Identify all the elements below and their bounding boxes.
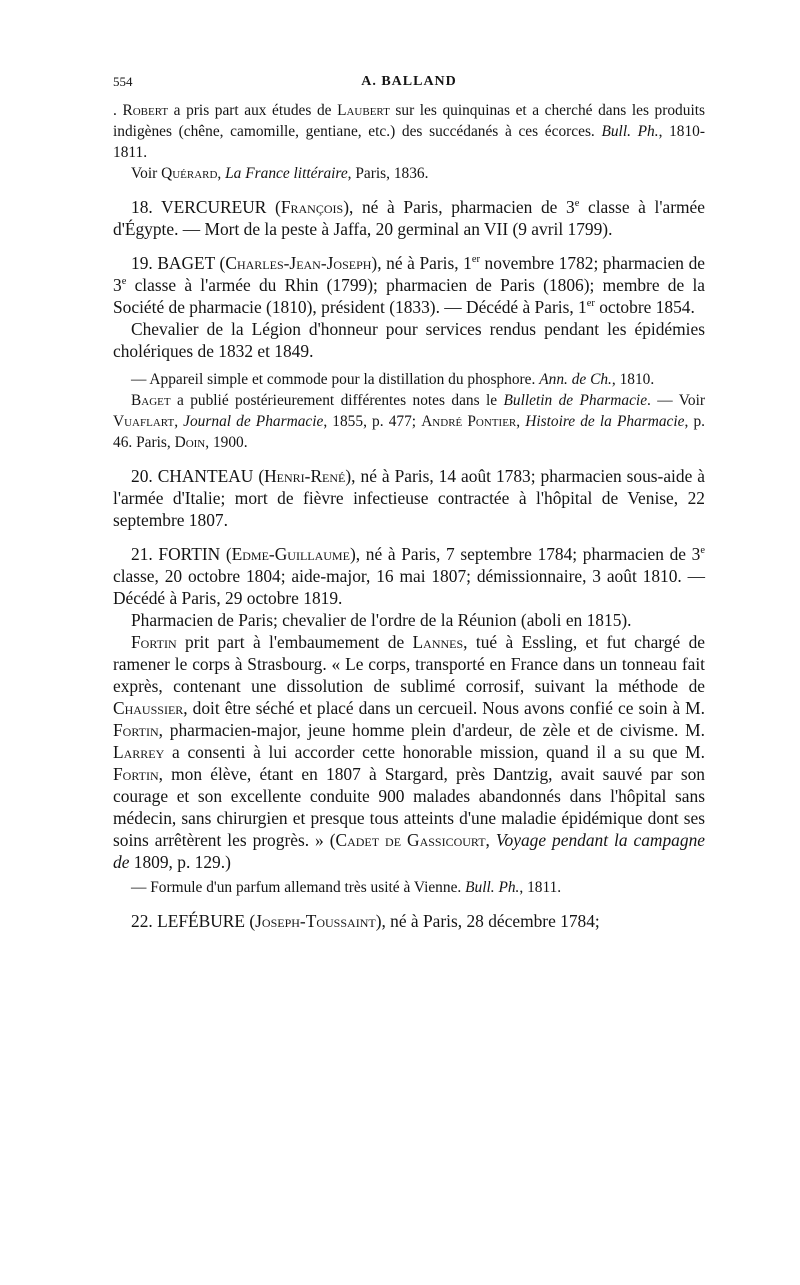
- entry-robert-voir: Voir Quérard, La France littéraire, Paris, 1836.: [131, 165, 429, 182]
- entry-22: 22. LEFÉBURE (Joseph-Toussaint), né à Paris, 28 décembre 1784;: [131, 911, 600, 931]
- entry-20: 20. CHANTEAU (Henri-René), né à Paris, 14 août 1783; pharmacien sous-aide à l'armée d'Italie; mort de fièvre infectieuse contractée à l'hôpital de Venise, 22 septembre 1807.: [113, 466, 705, 530]
- entry-19-note-2: Baget a publié postérieurement différentes notes dans le Bulletin de Pharmacie. — Voir Vuaflart, Journal de Pharmacie, 1855, p. 477; André Pontier, Histoire de la Pharmacie, p. 46. Paris, Doin, 1900.: [113, 392, 705, 451]
- entry-18: 18. VERCUREUR (François), né à Paris, pharmacien de 3e classe à l'armée d'Égypte. — Mort de la peste à Jaffa, 20 germinal an VII (9 avril 1799).: [113, 197, 705, 239]
- entry-19: 19. BAGET (Charles-Jean-Joseph), né à Paris, 1er novembre 1782; pharmacien de 3e classe à l'armée du Rhin (1799); pharmacien de Paris (1806); membre de la Société de pharmacie (1810), président (1833). — Décédé à Paris, 1er octobre 1854.: [113, 253, 705, 317]
- page-number: 554: [113, 74, 133, 89]
- entry-21: 21. FORTIN (Edme-Guillaume), né à Paris, 7 septembre 1784; pharmacien de 3e classe, 20 octobre 1804; aide-major, 16 mai 1807; démissionnaire, 3 août 1810. — Décédé à Paris, 29 octobre 1819.: [113, 544, 706, 608]
- entry-19-honor: Chevalier de la Légion d'honneur pour services rendus pendant les épidémies cholériques de 1832 et 1849.: [113, 319, 705, 361]
- document-page: [113, 74, 705, 932]
- entry-21-honor: Pharmacien de Paris; chevalier de l'ordre de la Réunion (aboli en 1815).: [131, 610, 632, 630]
- entry-robert-text: . Robert a pris part aux études de Laubert sur les quinquinas et a cherché dans les produits indigènes (chêne, camomille, gentiane, etc.) des succédanés à ces écorces. Bull. Ph., 1810-1811.: [113, 102, 706, 161]
- entry-19-note-1: — Appareil simple et commode pour la distillation du phosphore. Ann. de Ch., 1810.: [131, 371, 655, 388]
- page-header: [113, 74, 705, 100]
- running-title: A. BALLAND: [361, 74, 457, 89]
- entry-21-note: — Formule d'un parfum allemand très usité à Vienne. Bull. Ph., 1811.: [131, 879, 562, 896]
- entry-21-quote: Fortin prit part à l'embaumement de Lannes, tué à Essling, et fut chargé de ramener le corps à Strasbourg. « Le corps, transporté en France dans un tonneau fait exprès, contenant une dissolution de sublimé corrosif, suivant la méthode de Chaussier, doit être séché et placé dans un cercueil. Nous avons confié ce soin à M. Fortin, pharmacien-major, jeune homme plein d'ardeur, de zèle et de civisme. M. Larrey a consenti à lui accorder cette honorable mission, quand il a su que M. Fortin, mon élève, étant en 1807 à Stargard, près Dantzig, avait sauvé par son courage et son excellente conduite 900 malades abandonnés dans l'hôpital sans médecin, sans chirurgien et presque tous atteints d'une maladie épidémique dont ses soins arrêtèrent les progrès. » (Cadet de Gassicourt, Voyage pendant la campagne de 1809, p. 129.): [113, 632, 705, 872]
